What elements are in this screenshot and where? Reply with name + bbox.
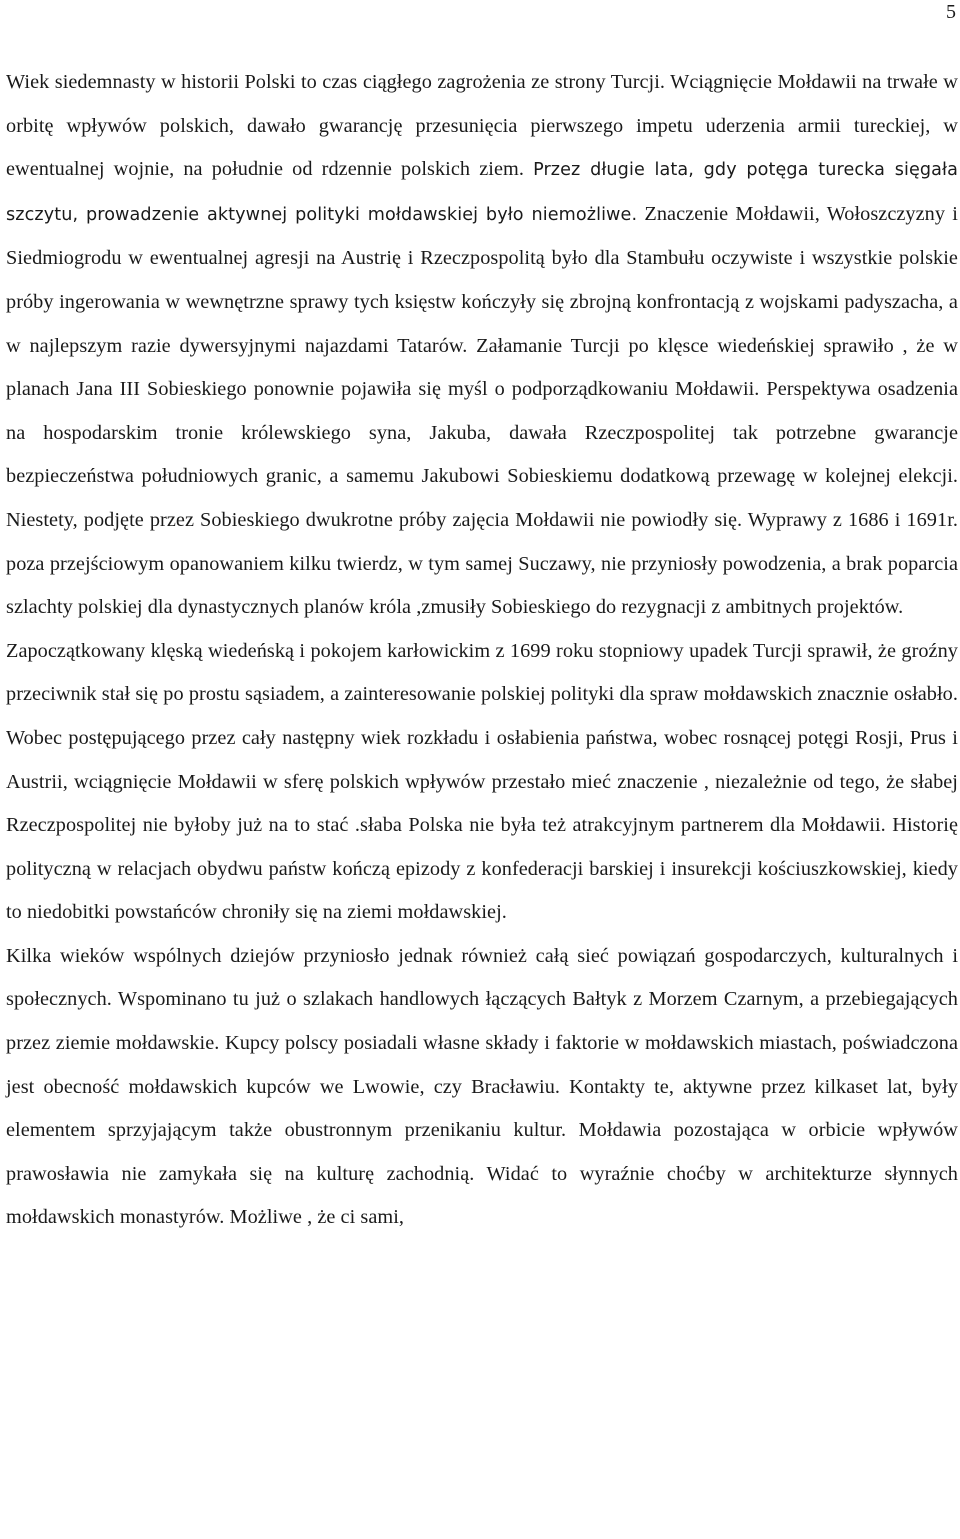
paragraph-1 (6, 61, 958, 630)
paragraph-3-text-1: Kilka wieków wspólnych dziejów przyniosło jednak również całą sieć powiązań gospodarczych, kulturalnych i społecznych. Wspominano tu już o szlakach handlowych łączących Bałtyk z Morzem Czarnym, a przebiegających przez ziemie mołdawskie. Kupcy polscy posiadali własne składy i faktorie w mołdawskich miastach, poświadczona jest obecność mołdawskich kupców we Lwowie, czy Bracławiu. Kontakty te, aktywne przez kilkaset lat, były elementem sprzyjającym także obustronnym przenikaniu kultur. Mołdawia pozostająca w orbicie wpływów prawosławia nie zamykała się na kulturę zachodnią. Widać to wyraźnie choćby w architekturze słynnych mołdawskich monastyrów. Możliwe , że ci sami, (6, 944, 958, 1229)
paragraph-3 (6, 935, 958, 1240)
paragraph-2-text-1: Zapoczątkowany klęską wiedeńską i pokojem karłowickim z 1699 roku stopniowy upadek Turcji sprawił, że groźny przeciwnik stał się po prostu sąsiadem, a zainteresowanie polskiej polityki dla spraw mołdawskich znacznie osłabło. Wobec postępującego przez cały następny wiek rozkładu i osłabienia państwa, wobec rosnącej potęgi Rosji, Prus i Austrii, wciągnięcie Mołdawii w sferę polskich wpływów przestało mieć znaczenie , niezależnie od tego, że słabej Rzeczpospolitej nie byłoby już na to stać .słaba Polska nie była też atrakcyjnym partnerem dla Mołdawii. Historię polityczną w relacjach obydwu państw kończą epizody z konfederacji barskiej i insurekcji kościuszkowskiej, kiedy to niedobitki powstańców chroniły się na ziemi mołdawskiej. (6, 639, 958, 924)
paragraph-2 (6, 630, 958, 935)
paragraph-1-text-3: Znaczenie Mołdawii, Wołoszczyzny i Siedmiogrodu w ewentualnej agresji na Austrię i Rzeczpospolitą było dla Stambułu oczywiste i wszystkie polskie próby ingerowania w wewnętrzne sprawy tych księstw kończyły się zbrojną konfrontacją z wojskami padyszacha, a w najlepszym razie dywersyjnymi najazdami Tatarów. Załamanie Turcji po klęsce wiedeńskiej sprawiło , że w planach Jana III Sobieskiego ponownie pojawiła się myśl o podporządkowaniu Mołdawii. Perspektywa osadzenia na hospodarskim tronie królewskiego syna, Jakuba, dawała Rzeczpospolitej tak potrzebne gwarancje bezpieczeństwa południowych granic, a samemu Jakubowi Sobieskiemu dodatkową przewagę w kolejnej elekcji. Niestety, podjęte przez Sobieskiego dwukrotne próby zajęcia Mołdawii nie powiodły się. Wyprawy z 1686 i 1691r. poza przejściowym opanowaniem kilku twierdz, w tym samej Suczawy, nie przyniosły powodzenia, a brak poparcia szlachty polskiej dla dynastycznych planów króla ,zmusiły Sobieskiego do rezygnacji z ambitnych projektów. (6, 202, 958, 619)
paragraph-1-text-2: Przez długie lata, gdy potęga turecka sięgała szczytu, prowadzenie aktywnej polityki mołdawskiej było niemożliwe. (6, 160, 958, 225)
page-number: 5 (946, 1, 956, 23)
document-body (6, 61, 958, 1240)
paragraph-1-text-1: Wiek siedemnasty w historii Polski to czas ciągłego zagrożenia ze strony Turcji. Wciągnięcie Mołdawii na trwałe w orbitę wpływów polskich, dawało gwarancję przesunięcia pierwszego impetu uderzenia armii tureckiej, w ewentualnej wojnie, na południe od rdzennie polskich ziem. (6, 71, 958, 181)
